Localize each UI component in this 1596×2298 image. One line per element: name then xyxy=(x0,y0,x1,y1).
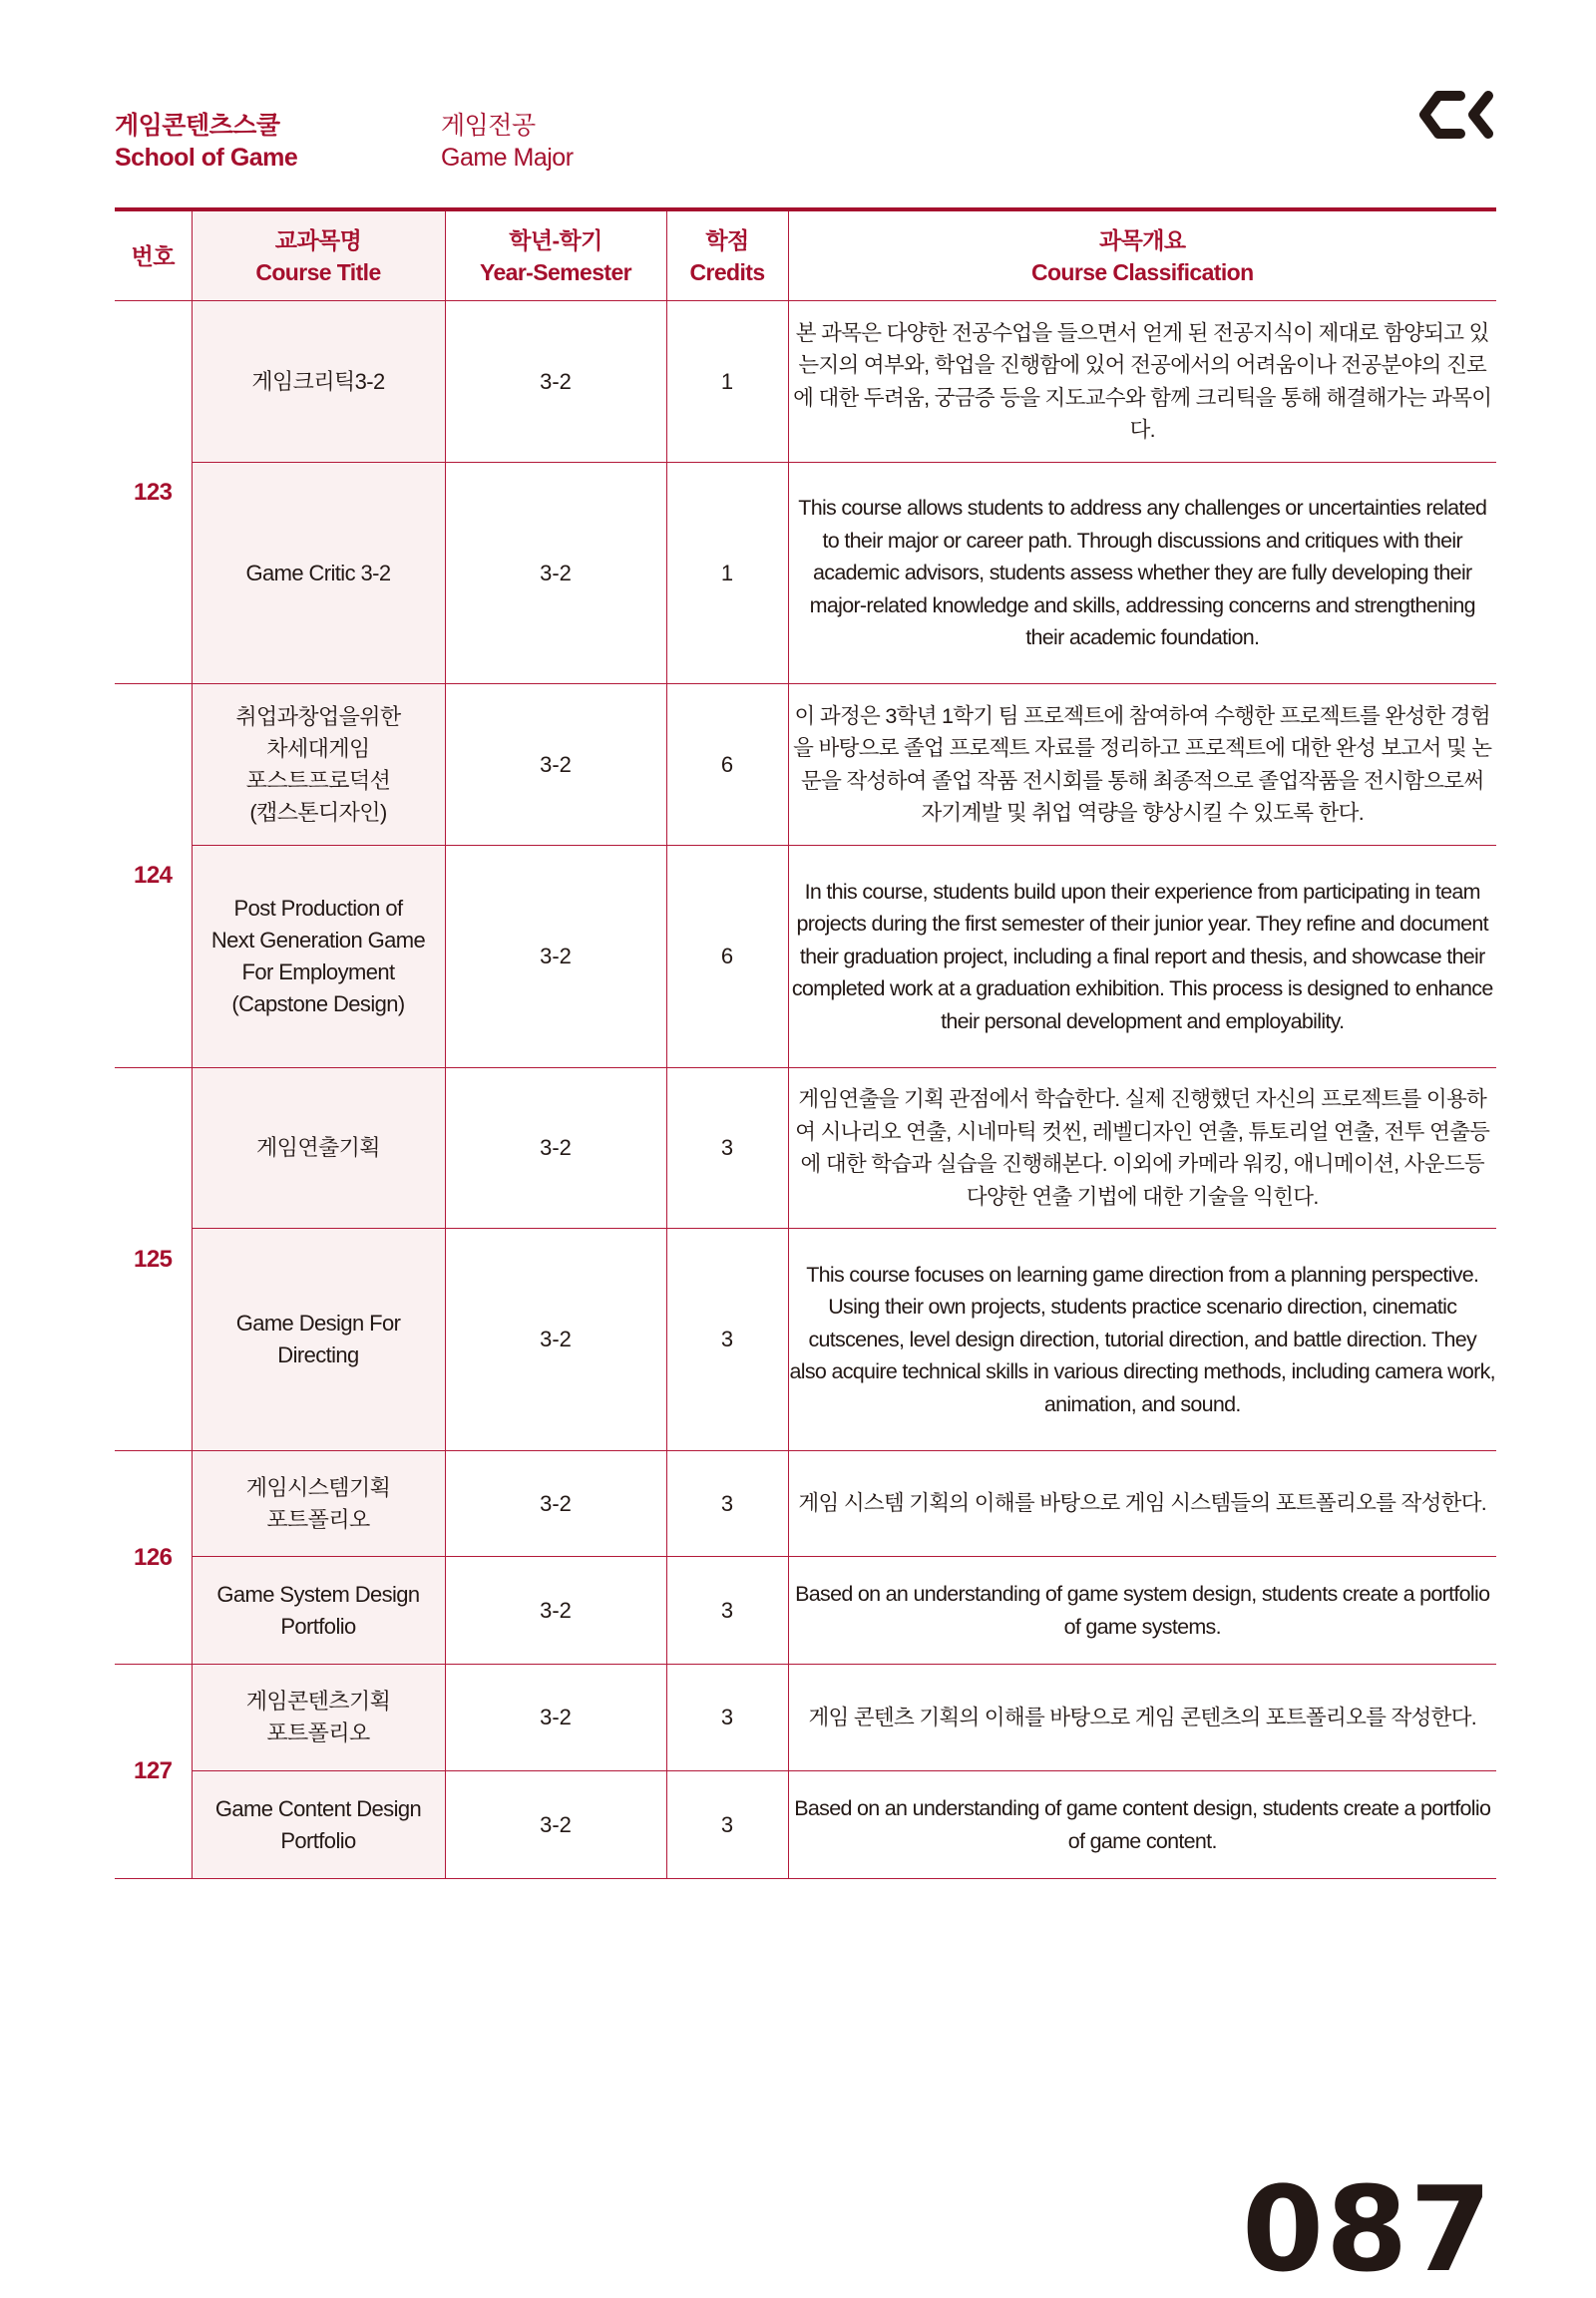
course-title-line: 포트폴리오 xyxy=(266,1506,370,1532)
course-description: In this course, students build upon their experience from participating in team projects during the first semester of their junior year. They refine and document their graduation project, including a final report and thesis, and showcase their completed work at a graduation exhibition. This process is designed to enhance their personal development and employability. xyxy=(788,846,1496,1068)
course-title xyxy=(192,463,445,684)
course-table xyxy=(115,207,1496,1879)
course-description: Based on an understanding of game system design, students create a portfolio of game systems. xyxy=(788,1557,1496,1665)
year-semester: 3-2 xyxy=(445,1665,666,1771)
table-row xyxy=(115,1229,1496,1451)
credits: 3 xyxy=(666,1771,788,1879)
course-title-line: 게임콘텐츠기획 xyxy=(245,1689,391,1714)
year-semester: 3-2 xyxy=(445,684,666,846)
course-title-line: 게임크리틱3-2 xyxy=(251,368,385,394)
column-header-title-en: Course Title xyxy=(255,258,381,285)
credits: 1 xyxy=(666,301,788,463)
course-number: 124 xyxy=(115,684,192,1068)
course-title-line: 게임연출기획 xyxy=(256,1135,380,1160)
year-semester: 3-2 xyxy=(445,846,666,1068)
course-description: 게임연출을 기획 관점에서 학습한다. 실제 진행했던 자신의 프로젝트를 이용하여 시나리오 연출, 시네마틱 컷씬, 레벨디자인 연출, 튜토리얼 연출, 전투 연출등에 대한 학습과 실습을 진행해본다. 이외에 카메라 워킹, 애니메이션, 사운드등 다양한 연출 기법에 대한 기술을 익힌다. xyxy=(788,1068,1496,1229)
year-semester: 3-2 xyxy=(445,1557,666,1665)
credits: 3 xyxy=(666,1557,788,1665)
table-header-row xyxy=(115,209,1496,301)
course-title-line: Game Design For xyxy=(235,1311,401,1336)
course-title-line: Post Production of xyxy=(233,896,403,921)
course-title-line: For Employment xyxy=(241,959,395,984)
table-row xyxy=(115,1451,1496,1557)
course-title xyxy=(192,684,445,846)
credits: 1 xyxy=(666,463,788,684)
year-semester: 3-2 xyxy=(445,1229,666,1451)
table-row xyxy=(115,846,1496,1068)
column-header-credits-en: Credits xyxy=(689,258,765,285)
course-description: This course allows students to address any challenges or uncertainties related to their major or career path. Through discussions and critiques with their academic advisors, students assess whether they are fully developing their major-related knowledge and skills, addressing concerns and strengthening their academic foundation. xyxy=(788,463,1496,684)
course-title-line: Next Generation Game xyxy=(210,928,426,953)
course-title-line: (캡스톤디자인) xyxy=(249,799,387,825)
year-semester: 3-2 xyxy=(445,463,666,684)
course-title-line: 포스트프로덕션 xyxy=(245,767,391,793)
column-header-year-ko: 학년-학기 xyxy=(509,226,602,253)
course-title xyxy=(192,1451,445,1557)
table-row xyxy=(115,1771,1496,1879)
table-row xyxy=(115,1068,1496,1229)
credits: 3 xyxy=(666,1229,788,1451)
table-row xyxy=(115,1665,1496,1771)
table-row xyxy=(115,463,1496,684)
course-title xyxy=(192,846,445,1068)
page-number: 087 xyxy=(1242,2160,1494,2298)
column-header-course-title xyxy=(192,209,445,301)
course-title-line: Game System Design xyxy=(216,1581,420,1607)
course-title-line: 포트폴리오 xyxy=(266,1721,370,1745)
course-title xyxy=(192,1771,445,1879)
year-semester: 3-2 xyxy=(445,1451,666,1557)
school-name-ko: 게임콘텐츠스쿨 xyxy=(115,112,280,140)
credits: 6 xyxy=(666,684,788,846)
major-heading xyxy=(441,110,574,174)
column-header-title-ko: 교과목명 xyxy=(274,226,362,253)
course-title xyxy=(192,1665,445,1771)
column-header-credits-ko: 학점 xyxy=(705,226,749,253)
course-title-line: Game Content Design xyxy=(214,1795,422,1821)
major-name-ko: 게임전공 xyxy=(441,112,536,140)
course-description: 이 과정은 3학년 1학기 팀 프로젝트에 참여하여 수행한 프로젝트를 완성한 경험을 바탕으로 졸업 프로젝트 자료를 정리하고 프로젝트에 대한 완성 보고서 및 논문을 작성하여 졸업 작품 전시회를 통해 최종적으로 졸업작품을 전시함으로써 자기계발 및 취업 역량을 향상시킬 수 있도록 한다. xyxy=(788,684,1496,846)
column-header-class-ko: 과목개요 xyxy=(1099,226,1186,253)
course-title-line: Portfolio xyxy=(280,1827,356,1853)
course-number: 126 xyxy=(115,1451,192,1665)
ck-logo-icon xyxy=(1416,90,1496,140)
year-semester: 3-2 xyxy=(445,1068,666,1229)
course-title-line: 게임시스템기획 xyxy=(245,1474,391,1500)
column-header-year-en: Year-Semester xyxy=(479,258,632,285)
course-number: 125 xyxy=(115,1068,192,1451)
course-description: 게임 콘텐츠 기획의 이해를 바탕으로 게임 콘텐츠의 포트폴리오를 작성한다. xyxy=(788,1665,1496,1771)
table-row xyxy=(115,1557,1496,1665)
column-header-number xyxy=(115,209,192,301)
course-title xyxy=(192,1229,445,1451)
school-heading xyxy=(115,110,297,174)
school-name-en: School of Game xyxy=(115,144,298,172)
year-semester: 3-2 xyxy=(445,301,666,463)
column-header-classification xyxy=(788,209,1496,301)
course-title xyxy=(192,301,445,463)
course-title-line: Directing xyxy=(277,1342,359,1367)
credits: 6 xyxy=(666,846,788,1068)
course-title-line: 차세대게임 xyxy=(266,735,370,761)
table-row xyxy=(115,301,1496,463)
course-description: 게임 시스템 기획의 이해를 바탕으로 게임 시스템들의 포트폴리오를 작성한다. xyxy=(788,1451,1496,1557)
course-title-line: (Capstone Design) xyxy=(231,991,405,1016)
course-description: This course focuses on learning game direction from a planning perspective. Using their own projects, students practice scenario direction, cinematic cutscenes, level design direction, tutorial direction, and battle direction. They also acquire technical skills in various directing methods, including camera work, animation, and sound. xyxy=(788,1229,1496,1451)
column-header-class-en: Course Classification xyxy=(1030,258,1254,285)
course-title xyxy=(192,1068,445,1229)
course-title-line: 취업과창업을위한 xyxy=(235,703,401,729)
course-description: Based on an understanding of game content design, students create a portfolio of game content. xyxy=(788,1771,1496,1879)
major-name-en: Game Major xyxy=(441,144,574,172)
column-header-number-ko: 번호 xyxy=(131,242,175,269)
table-row xyxy=(115,684,1496,846)
course-title-line: Game Critic 3-2 xyxy=(245,560,391,585)
course-title-line: Portfolio xyxy=(280,1613,356,1639)
column-header-year-semester xyxy=(445,209,666,301)
credits: 3 xyxy=(666,1665,788,1771)
course-number: 123 xyxy=(115,301,192,684)
course-description: 본 과목은 다양한 전공수업을 들으면서 얻게 된 전공지식이 제대로 함양되고 있는지의 여부와, 학업을 진행함에 있어 전공에서의 어려움이나 전공분야의 진로에 대한 두려움, 궁금증 등을 지도교수와 함께 크리틱을 통해 해결해가는 과목이다. xyxy=(788,301,1496,463)
column-header-credits xyxy=(666,209,788,301)
course-title xyxy=(192,1557,445,1665)
course-number: 127 xyxy=(115,1665,192,1879)
year-semester: 3-2 xyxy=(445,1771,666,1879)
credits: 3 xyxy=(666,1451,788,1557)
credits: 3 xyxy=(666,1068,788,1229)
